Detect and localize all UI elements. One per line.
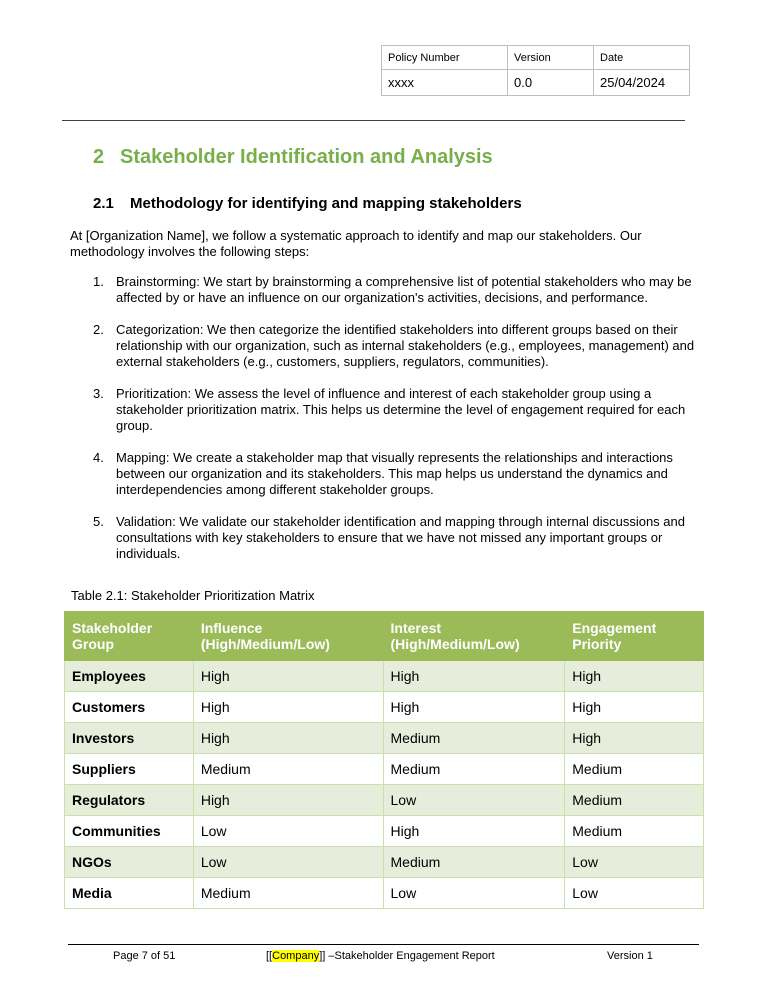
stakeholder-cell: Customers [65,692,194,723]
step-text: Validation: We validate our stakeholder identification and mapping through internal discussions and consultations with key stakeholders to ensure that we have not missed any important groups or individuals. [116,514,685,561]
company-placeholder: Company [272,950,320,962]
step-text: Prioritization: We assess the level of influence and interest of each stakeholder group using a stakeholder prioritization matrix. This helps us determine the level of engagement required for each group. [116,386,686,433]
interest-cell: High [383,816,565,847]
policy-meta-table [381,45,690,96]
footer-divider [68,944,699,945]
section-heading [93,146,493,169]
table-row [65,847,704,878]
step-text: Categorization: We then categorize the identified stakeholders into different groups based on their relationship with our organization, such as internal stakeholders (e.g., employees, management) and external stakeholders (e.g., customers, suppliers, regulators, communities). [116,322,695,369]
interest-cell: Low [383,785,565,816]
step-text: Mapping: We create a stakeholder map that visually represents the relationships and interactions between our organization and its stakeholders. This map helps us understand the dynamics and interdependencies among different stakeholder groups. [116,450,673,497]
table-row [65,661,704,692]
table-row [65,816,704,847]
section-number: 2 [93,146,105,168]
meta-value-date: 25/04/2024 [594,70,690,96]
list-item [93,450,703,498]
column-header: Stakeholder Group [65,612,194,661]
table-row [65,723,704,754]
priority-cell: High [565,692,704,723]
footer-report-title: [[Company]] –Stakeholder Engagement Report [266,950,495,962]
influence-cell: High [193,785,383,816]
stakeholder-cell: NGOs [65,847,194,878]
priority-cell: Low [565,878,704,909]
interest-cell: High [383,692,565,723]
stakeholder-cell: Investors [65,723,194,754]
list-item [93,322,703,370]
meta-value-policy-number: xxxx [382,70,508,96]
influence-cell: Medium [193,754,383,785]
methodology-steps [93,274,703,578]
interest-cell: High [383,661,565,692]
prioritization-matrix-table [64,611,704,909]
footer-page-number: Page 7 of 51 [113,950,176,962]
table-row [65,878,704,909]
step-number: 4. [93,450,104,465]
influence-cell: High [193,661,383,692]
table-header-row [65,612,704,661]
stakeholder-cell: Regulators [65,785,194,816]
footer-version: Version 1 [607,950,653,962]
priority-cell: Low [565,847,704,878]
meta-header-version: Version [508,46,594,70]
priority-cell: High [565,723,704,754]
meta-header-policy-number: Policy Number [382,46,508,70]
step-number: 2. [93,322,104,337]
priority-cell: High [565,661,704,692]
intro-paragraph: At [Organization Name], we follow a systematic approach to identify and map our stakeholders. Our methodology involves the following steps: [70,228,642,259]
priority-cell: Medium [565,754,704,785]
table-row [65,692,704,723]
influence-cell: Medium [193,878,383,909]
influence-cell: Low [193,847,383,878]
list-item [93,274,703,306]
stakeholder-cell: Suppliers [65,754,194,785]
column-header: Influence (High/Medium/Low) [193,612,383,661]
stakeholder-cell: Media [65,878,194,909]
subsection-title: Methodology for identifying and mapping stakeholders [130,195,522,212]
column-header: Engagement Priority [565,612,704,661]
influence-cell: High [193,723,383,754]
section-title: Stakeholder Identification and Analysis [120,146,493,168]
column-header: Interest (High/Medium/Low) [383,612,565,661]
subsection-number: 2.1 [93,195,114,212]
influence-cell: Low [193,816,383,847]
interest-cell: Medium [383,847,565,878]
list-item [93,514,703,562]
list-item [93,386,703,434]
priority-cell: Medium [565,785,704,816]
table-row [65,785,704,816]
header-divider [62,120,685,121]
subsection-heading [93,195,522,212]
step-number: 1. [93,274,104,289]
table-row [65,754,704,785]
step-text: Brainstorming: We start by brainstorming a comprehensive list of potential stakeholders who may be affected by or have an influence on our organization's activities, decisions, and performance. [116,274,692,305]
step-number: 5. [93,514,104,529]
influence-cell: High [193,692,383,723]
priority-cell: Medium [565,816,704,847]
stakeholder-cell: Communities [65,816,194,847]
interest-cell: Medium [383,723,565,754]
interest-cell: Low [383,878,565,909]
stakeholder-cell: Employees [65,661,194,692]
step-number: 3. [93,386,104,401]
interest-cell: Medium [383,754,565,785]
meta-header-date: Date [594,46,690,70]
table-caption: Table 2.1: Stakeholder Prioritization Matrix [71,588,315,603]
meta-value-version: 0.0 [508,70,594,96]
